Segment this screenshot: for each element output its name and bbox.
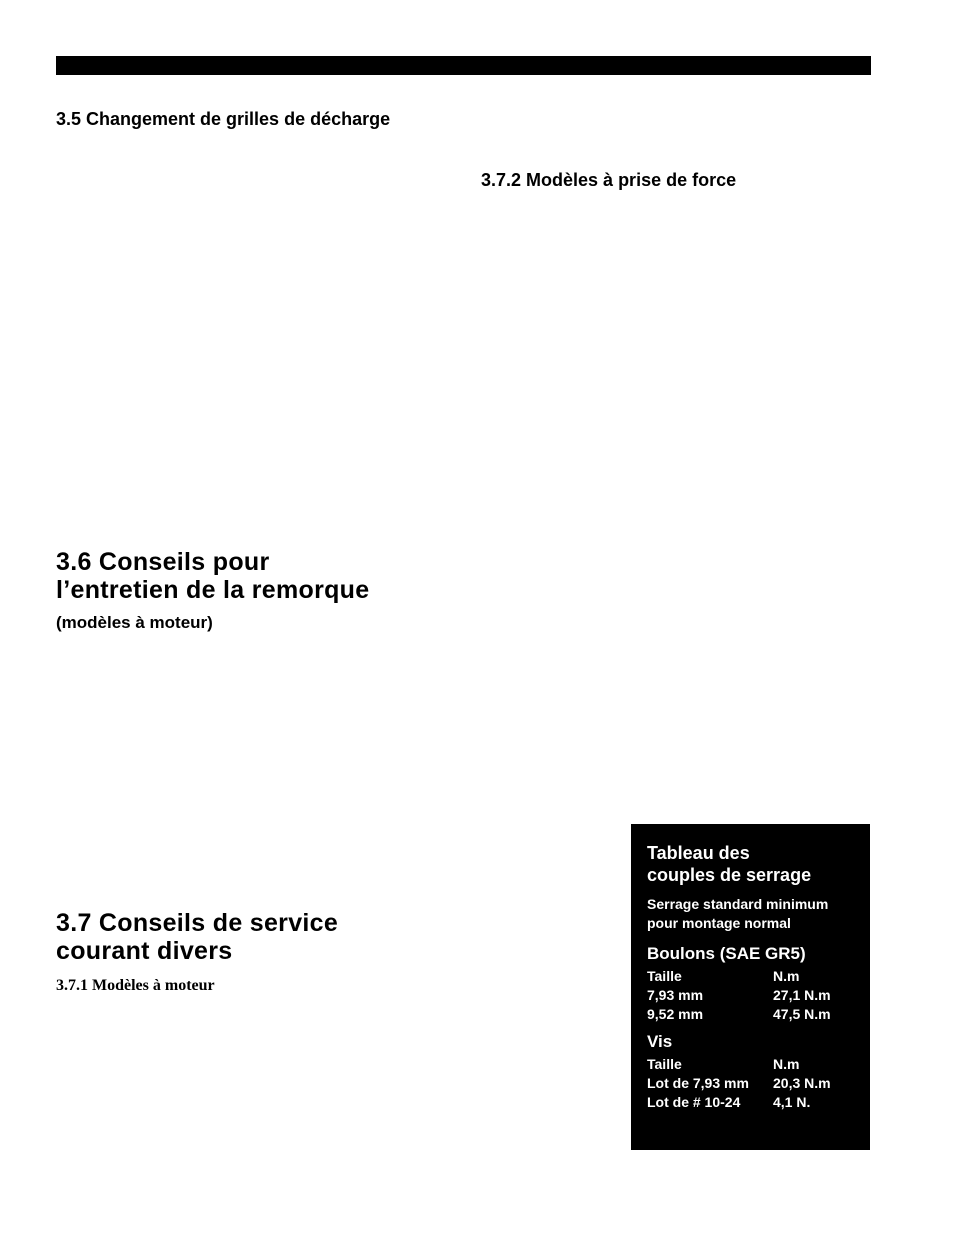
torque-table-subtitle-line2: pour montage normal: [647, 915, 791, 931]
table-row: [647, 986, 860, 1005]
bolts-heading: Boulons (SAE GR5): [647, 944, 806, 963]
bolt-size: 9,52 mm: [647, 1006, 704, 1022]
bolts-header-row: [647, 967, 860, 986]
section-3-7-heading-line2: courant divers: [56, 937, 233, 965]
header-bar: [56, 56, 871, 75]
bolt-torque: 47,5 N.m: [773, 1006, 831, 1022]
screw-torque: 4,1 N.: [773, 1094, 811, 1110]
torque-table-subtitle: [647, 895, 860, 933]
bolts-header-torque: N.m: [773, 968, 800, 984]
bolts-header-size: Taille: [647, 968, 682, 984]
screw-size: Lot de 7,93 mm: [647, 1075, 749, 1091]
screw-torque: 20,3 N.m: [773, 1075, 831, 1091]
section-3-7-2-heading: 3.7.2 Modèles à prise de force: [481, 170, 737, 190]
section-3-6-heading-line1: 3.6 Conseils pour: [56, 548, 270, 576]
screws-header-torque: N.m: [773, 1056, 800, 1072]
section-3-7-heading-line1: 3.7 Conseils de service: [56, 909, 339, 937]
torque-table-title-line2: couples de serrage: [647, 865, 812, 885]
torque-table-title: [647, 842, 860, 886]
bolt-torque: 27,1 N.m: [773, 987, 831, 1003]
torque-table-title-line1: Tableau des: [647, 843, 750, 863]
section-3-6-heading-line2: l’entretien de la remorque: [56, 576, 370, 604]
torque-table-subtitle-line1: Serrage standard minimum: [647, 896, 829, 912]
screw-size: Lot de # 10-24: [647, 1094, 741, 1110]
section-3-6-subtitle: (modèles à moteur): [56, 613, 213, 632]
table-row: [647, 1093, 860, 1112]
section-3-7-1-heading: 3.7.1 Modèles à moteur: [56, 977, 215, 994]
screws-header-row: [647, 1055, 860, 1074]
torque-table-box: [631, 824, 870, 1150]
table-row: [647, 1074, 860, 1093]
table-row: [647, 1005, 860, 1024]
section-3-5-heading: 3.5 Changement de grilles de décharge: [56, 109, 391, 129]
bolt-size: 7,93 mm: [647, 987, 704, 1003]
screws-heading: Vis: [647, 1032, 673, 1051]
screws-header-size: Taille: [647, 1056, 682, 1072]
